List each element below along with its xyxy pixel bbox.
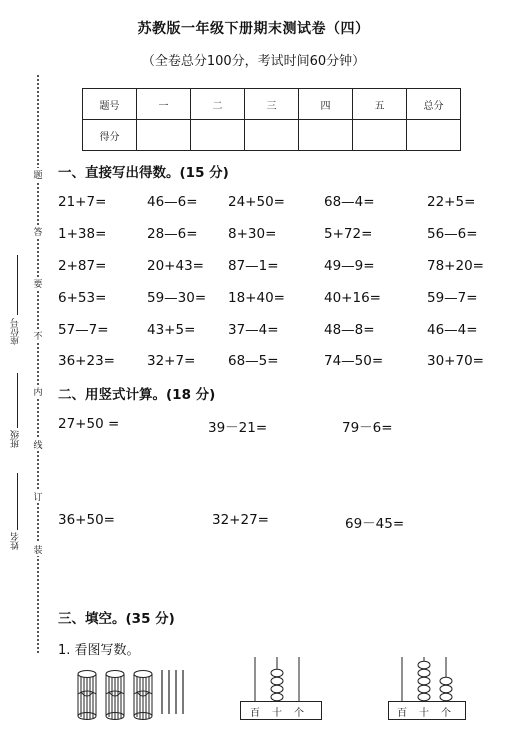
class-label: 班级 — [11, 430, 21, 448]
mental-math-problem: 6+53= — [58, 290, 107, 306]
score-cell[interactable] — [407, 120, 461, 151]
mental-math-problem: 37—4= — [228, 322, 279, 338]
mental-math-problem: 5+72= — [324, 226, 373, 242]
score-header-cell: 四 — [299, 89, 353, 120]
section2-title: 二、用竖式计算。(18 分) — [58, 387, 216, 403]
page-subtitle: （全卷总分100分，考试时间60分钟） — [141, 54, 366, 69]
seat-number-label: 座位号 — [11, 318, 21, 345]
mental-math-problem: 74—50= — [324, 353, 384, 369]
abacus-label-ones: 个 — [294, 708, 304, 719]
abacus-1 — [240, 655, 322, 721]
score-table-score-row — [83, 120, 461, 151]
vertical-calc-problem: 79－6= — [342, 420, 393, 436]
mental-math-problem: 78+20= — [427, 258, 484, 274]
abacus-bead — [418, 685, 430, 693]
mental-math-problem: 46—6= — [147, 194, 198, 210]
vertical-calc-problem: 36+50= — [58, 512, 115, 528]
score-cell[interactable] — [191, 120, 245, 151]
section3-title: 三、填空。(35 分) — [58, 611, 175, 627]
stick-bundle-icon — [134, 671, 152, 720]
score-header-cell: 题号 — [83, 89, 137, 120]
mental-math-problem: 1+38= — [58, 226, 107, 242]
score-cell[interactable] — [137, 120, 191, 151]
score-table-header-row — [83, 89, 461, 120]
abacus-bead — [418, 661, 430, 669]
mental-math-problem: 8+30= — [228, 226, 277, 242]
score-cell[interactable] — [353, 120, 407, 151]
section3-item1: 1. 看图写数。 — [58, 643, 140, 658]
mental-math-problem: 68—4= — [324, 194, 375, 210]
mental-math-problem: 2+87= — [58, 258, 107, 274]
binding-char: 装 — [31, 543, 45, 556]
stick-bundle-icon — [78, 671, 96, 720]
mental-math-problem: 22+5= — [427, 194, 476, 210]
vertical-calc-problem: 69－45= — [345, 516, 405, 532]
abacus-label-ones: 个 — [441, 708, 451, 719]
mental-math-problem: 28—6= — [147, 226, 198, 242]
mental-math-problem: 49—9= — [324, 258, 375, 274]
stick-bundle-icon — [106, 671, 124, 720]
score-header-cell: 总分 — [407, 89, 461, 120]
section1-title: 一、直接写出得数。(15 分) — [58, 165, 229, 181]
mental-math-problem: 30+70= — [427, 353, 484, 369]
binding-line — [37, 75, 39, 653]
single-sticks-icon — [162, 670, 183, 714]
page-title: 苏教版一年级下册期末测试卷（四） — [137, 21, 370, 37]
seat-number-line[interactable] — [17, 255, 18, 315]
mental-math-problem: 59—30= — [147, 290, 207, 306]
mental-math-problem: 40+16= — [324, 290, 381, 306]
abacus-bead — [440, 693, 452, 701]
binding-char: 线 — [31, 438, 45, 451]
mental-math-problem: 20+43= — [147, 258, 204, 274]
score-cell[interactable] — [245, 120, 299, 151]
score-header-cell: 一 — [137, 89, 191, 120]
binding-char: 要 — [31, 277, 45, 290]
mental-math-problem: 43+5= — [147, 322, 196, 338]
stick-bundles-image — [72, 664, 192, 724]
mental-math-problem: 87—1= — [228, 258, 279, 274]
binding-char: 题 — [31, 168, 45, 181]
abacus-bead — [418, 693, 430, 701]
abacus-label-tens: 十 — [419, 708, 429, 719]
class-line[interactable] — [17, 373, 18, 428]
mental-math-problem: 24+50= — [228, 194, 285, 210]
mental-math-problem: 36+23= — [58, 353, 115, 369]
score-cell[interactable] — [299, 120, 353, 151]
mental-math-problem: 18+40= — [228, 290, 285, 306]
binding-char: 答 — [31, 225, 45, 238]
abacus-bead — [271, 669, 283, 677]
name-label: 姓名 — [11, 532, 21, 550]
abacus-2 — [388, 655, 466, 721]
mental-math-problem: 57—7= — [58, 322, 109, 338]
name-line[interactable] — [17, 473, 18, 530]
abacus-bead — [418, 677, 430, 685]
abacus-label-hundreds: 百 — [250, 708, 260, 719]
abacus-bead — [440, 685, 452, 693]
score-row-label: 得分 — [83, 120, 137, 151]
abacus-bead — [418, 669, 430, 677]
mental-math-problem: 48—8= — [324, 322, 375, 338]
mental-math-problem: 56—6= — [427, 226, 478, 242]
mental-math-problem: 46—4= — [427, 322, 478, 338]
score-header-cell: 五 — [353, 89, 407, 120]
vertical-calc-problem: 32+27= — [212, 512, 269, 528]
binding-char: 订 — [31, 490, 45, 503]
vertical-calc-problem: 39－21= — [208, 420, 268, 436]
binding-char: 不 — [31, 329, 45, 342]
abacus-bead — [440, 677, 452, 685]
mental-math-problem: 59—7= — [427, 290, 478, 306]
abacus-label-tens: 十 — [272, 708, 282, 719]
abacus-label-hundreds: 百 — [397, 708, 407, 719]
mental-math-problem: 32+7= — [147, 353, 196, 369]
mental-math-problem: 21+7= — [58, 194, 107, 210]
mental-math-problem: 68—5= — [228, 353, 279, 369]
abacus-bead — [271, 677, 283, 685]
binding-char: 内 — [31, 385, 45, 398]
abacus-bead — [271, 685, 283, 693]
score-header-cell: 二 — [191, 89, 245, 120]
abacus-bead — [271, 693, 283, 701]
score-table — [82, 88, 461, 151]
vertical-calc-problem: 27+50 = — [58, 416, 120, 432]
score-header-cell: 三 — [245, 89, 299, 120]
